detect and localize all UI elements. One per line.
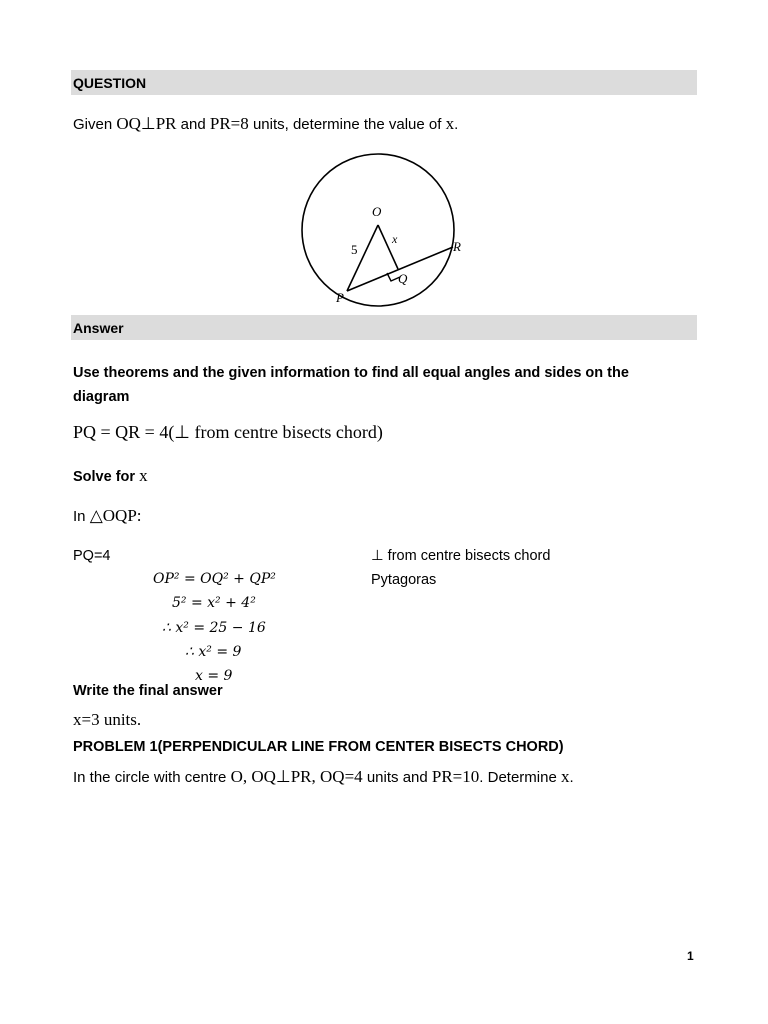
solve-label: Solve for: [73, 469, 140, 485]
question-heading: QUESTION: [73, 75, 147, 91]
question-text-and: and: [176, 116, 210, 133]
circle-diagram: [290, 150, 480, 310]
pq-line: PQ=4: [73, 548, 111, 564]
triangle-oqp: △OQP:: [89, 506, 142, 525]
final-answer: x=3 units.: [73, 710, 142, 729]
equal-sides-statement: PQ = QR = 4(⊥ from centre bisects chord): [73, 422, 383, 442]
problem-1-math-oq: OQ=4: [320, 767, 363, 786]
in-prefix: In: [73, 508, 90, 525]
question-text: [73, 114, 458, 134]
problem-1-mid: units and: [362, 769, 432, 786]
solve-var-x: x: [139, 466, 148, 485]
reason-pythagoras: Pytagoras: [371, 572, 437, 588]
problem-1-math-o-oq-perp-pr: O, OQ⊥PR: [230, 767, 312, 786]
instruction-line-2: diagram: [73, 389, 130, 405]
problem-1-text: [73, 767, 574, 787]
step-x-value: x = 9: [195, 668, 233, 684]
circle-outline: [302, 154, 454, 306]
question-text-mid: units, determine the value of: [248, 116, 446, 133]
question-header-bar: [71, 70, 697, 95]
step-pythagoras: OP² = OQ² + QP²: [153, 571, 276, 587]
problem-1-prefix: In the circle with centre: [73, 769, 231, 786]
step-x-squared-diff: ∴ x² = 25 − 16: [162, 620, 266, 636]
label-x: x: [392, 232, 398, 246]
instruction-text: [73, 361, 629, 409]
solve-for-line: [73, 466, 148, 486]
question-math-oq-perp-pr: OQ⊥PR: [116, 114, 177, 133]
in-triangle-line: [73, 506, 142, 526]
problem-1-var-x: x: [560, 767, 570, 786]
instruction-line-1: Use theorems and the given information to find all equal angles and sides on the: [73, 365, 629, 381]
question-var-x: x: [445, 114, 455, 133]
label-o: O: [372, 204, 382, 219]
label-p: P: [336, 290, 344, 305]
final-answer-label: Write the final answer: [73, 683, 223, 699]
step-x-squared: ∴ x² = 9: [185, 644, 242, 660]
question-text-prefix: Given: [73, 116, 117, 133]
question-text-end: .: [454, 116, 459, 133]
page-number: 1: [687, 949, 694, 963]
answer-header-bar: [71, 315, 697, 340]
question-math-pr: PR=8: [209, 114, 249, 133]
label-r: R: [453, 239, 461, 254]
label-q: Q: [398, 271, 408, 286]
radius-op: [347, 225, 378, 291]
step-substitute: 5² = x² + 4²: [172, 595, 256, 611]
problem-1-math-pr: PR=10: [431, 767, 480, 786]
label-5: 5: [351, 242, 358, 257]
problem-1-determine: . Determine: [479, 769, 561, 786]
problem-1-comma: ,: [311, 767, 321, 786]
reason-perp-bisects: ⊥ from centre bisects chord: [371, 548, 551, 564]
problem-1-heading: PROBLEM 1(PERPENDICULAR LINE FROM CENTER BISECTS CHORD): [73, 739, 564, 755]
problem-1-end: .: [569, 769, 574, 786]
answer-heading: Answer: [73, 320, 124, 336]
